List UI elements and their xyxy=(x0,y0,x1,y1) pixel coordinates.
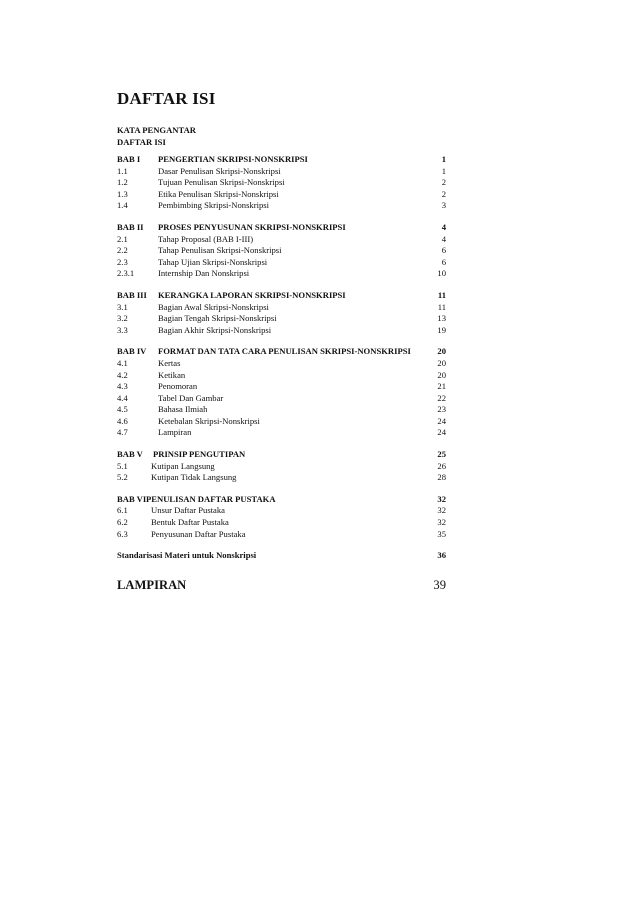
chapter-number: BAB I xyxy=(117,154,141,164)
entry-title: Pembimbing Skripsi-Nonskripsi xyxy=(158,200,270,211)
entry-title: Tahap Proposal (BAB I-III) xyxy=(158,233,254,244)
toc-entry xyxy=(117,325,446,337)
entry-title: Kutipan Langsung xyxy=(151,460,215,471)
entry-number: 2.2 xyxy=(117,245,128,256)
page-number: 20 xyxy=(437,369,446,380)
toc-entry xyxy=(117,268,446,280)
entry-title: Bagian Awal Skripsi-Nonskripsi xyxy=(158,301,269,312)
entry-title: Bagian Tengah Skripsi-Nonskripsi xyxy=(158,313,277,324)
entry-number: 3.1 xyxy=(117,301,128,312)
page-number: 13 xyxy=(437,313,446,324)
chapter-heading xyxy=(117,346,446,358)
toc-entry xyxy=(117,393,446,405)
page-number: 39 xyxy=(433,577,446,592)
page-number: 11 xyxy=(437,301,446,312)
chapter-section xyxy=(117,222,446,280)
chapter-title: PENGERTIAN SKRIPSI-NONSKRIPSI xyxy=(158,154,308,164)
page-number: 35 xyxy=(437,528,446,539)
page-number: 11 xyxy=(437,289,446,300)
entry-number: 6.1 xyxy=(117,505,128,516)
entry-title: Kertas xyxy=(158,357,181,368)
toc-entry xyxy=(117,313,446,325)
entry-title: Ketikan xyxy=(158,369,186,380)
page-number: 19 xyxy=(437,324,446,335)
entry-number: 3.2 xyxy=(117,313,128,324)
entry-title: Bentuk Daftar Pustaka xyxy=(151,517,229,528)
page-number: 4 xyxy=(441,221,446,232)
toc-entry xyxy=(117,245,446,257)
toc-entry xyxy=(117,427,446,439)
chapter-section xyxy=(117,290,446,336)
toc-entry xyxy=(117,529,446,541)
toc-entry xyxy=(117,257,446,269)
entry-number: 4.4 xyxy=(117,392,128,403)
toc-entry xyxy=(117,166,446,178)
front-matter-item: KATA PENGANTAR xyxy=(117,125,197,135)
toc-entry xyxy=(117,234,446,246)
chapter-title: FORMAT DAN TATA CARA PENULISAN SKRIPSI-NONSKRIPSI xyxy=(158,346,411,357)
entry-number: 1.1 xyxy=(117,165,128,176)
front-matter xyxy=(117,125,196,148)
page-number: 24 xyxy=(437,415,446,426)
page-number: 32 xyxy=(437,505,446,516)
chapter-section xyxy=(117,346,446,439)
entry-title: Kutipan Tidak Langsung xyxy=(151,472,237,483)
entry-title: Tahap Ujian Skripsi-Nonskripsi xyxy=(158,256,268,267)
page-number: 10 xyxy=(437,268,446,279)
chapter-heading xyxy=(117,290,446,302)
toc-entry xyxy=(117,189,446,201)
entry-number: 2.1 xyxy=(117,233,128,244)
table-of-contents xyxy=(117,154,446,593)
entry-number: 4.5 xyxy=(117,404,128,415)
page-number: 2 xyxy=(441,188,446,199)
entry-title: Internship Dan Nonskripsi xyxy=(158,268,250,279)
page-number: 6 xyxy=(441,245,446,256)
entry-title: Tahap Penulisan Skripsi-Nonskripsi xyxy=(158,245,282,256)
toc-entry xyxy=(117,302,446,314)
page-number: 24 xyxy=(437,427,446,438)
page-number: 20 xyxy=(437,346,446,357)
lampiran-entry xyxy=(117,577,446,593)
entry-title: Tujuan Penulisan Skripsi-Nonskripsi xyxy=(158,177,285,188)
page-number: 20 xyxy=(437,357,446,368)
entry-title: Penyusunan Daftar Pustaka xyxy=(151,528,246,539)
chapter-number: BAB V xyxy=(117,449,143,460)
entry-number: 1.4 xyxy=(117,200,128,211)
entry-title: Dasar Penulisan Skripsi-Nonskripsi xyxy=(158,165,281,176)
entry-title: Unsur Daftar Pustaka xyxy=(151,505,225,516)
standardisasi-title: Standarisasi Materi untuk Nonskripsi xyxy=(117,550,257,561)
chapter-number: BAB IV xyxy=(117,346,147,357)
page-number: 22 xyxy=(437,392,446,403)
toc-entry xyxy=(117,517,446,529)
chapter-title: PROSES PENYUSUNAN SKRIPSI-NONSKRIPSI xyxy=(158,221,346,232)
lampiran-title: LAMPIRAN xyxy=(117,577,187,592)
page-number: 32 xyxy=(437,493,446,504)
toc-entry xyxy=(117,200,446,212)
chapter-title: PRINSIP PENGUTIPAN xyxy=(153,449,246,460)
entry-number: 1.3 xyxy=(117,188,128,199)
page-title: DAFTAR ISI xyxy=(117,89,216,108)
page-number: 25 xyxy=(437,449,446,460)
chapter-heading xyxy=(117,222,446,234)
page-number: 21 xyxy=(437,381,446,392)
toc-entry xyxy=(117,416,446,428)
chapter-number: BAB II xyxy=(117,221,144,232)
toc-entry xyxy=(117,370,446,382)
page-number: 4 xyxy=(441,233,446,244)
entry-number: 6.2 xyxy=(117,517,128,528)
entry-title: Lampiran xyxy=(158,427,192,438)
toc-entry xyxy=(117,461,446,473)
entry-number: 2.3.1 xyxy=(117,268,135,279)
chapter-number: BAB III xyxy=(117,289,147,300)
page-number: 2 xyxy=(441,177,446,188)
front-matter-item: DAFTAR ISI xyxy=(117,136,166,147)
page-number: 3 xyxy=(441,200,446,211)
entry-number: 2.3 xyxy=(117,256,128,267)
page-number: 32 xyxy=(437,517,446,528)
page-number: 6 xyxy=(441,256,446,267)
chapter-number: BAB VI xyxy=(117,493,147,504)
chapter-heading xyxy=(117,154,446,166)
standardisasi-entry xyxy=(117,550,446,562)
chapter-heading xyxy=(117,449,446,461)
chapter-title: PENULISAN DAFTAR PUSTAKA xyxy=(146,493,276,504)
entry-number: 3.3 xyxy=(117,324,128,335)
entry-number: 4.3 xyxy=(117,381,128,392)
entry-number: 6.3 xyxy=(117,528,128,539)
chapter-section xyxy=(117,154,446,212)
page-number: 28 xyxy=(437,472,446,483)
entry-number: 5.2 xyxy=(117,472,128,483)
toc-entry xyxy=(117,358,446,370)
toc-entry xyxy=(117,177,446,189)
entry-title: Tabel Dan Gambar xyxy=(158,392,224,403)
entry-number: 1.2 xyxy=(117,177,128,188)
entry-number: 4.7 xyxy=(117,427,128,438)
entry-number: 5.1 xyxy=(117,460,128,471)
entry-number: 4.1 xyxy=(117,357,128,368)
page-number: 23 xyxy=(437,404,446,415)
toc-entry xyxy=(117,381,446,393)
page-number: 26 xyxy=(437,460,446,471)
page-number: 36 xyxy=(437,550,446,561)
entry-title: Penomoran xyxy=(158,381,198,392)
entry-title: Ketebalan Skripsi-Nonskripsi xyxy=(158,415,260,426)
chapter-section xyxy=(117,449,446,484)
toc-entry xyxy=(117,472,446,484)
entry-title: Etika Penulisan Skripsi-Nonskripsi xyxy=(158,188,279,199)
chapter-title: KERANGKA LAPORAN SKRIPSI-NONSKRIPSI xyxy=(158,289,346,300)
entry-title: Bahasa Ilmiah xyxy=(158,404,208,415)
entry-title: Bagian Akhir Skripsi-Nonskripsi xyxy=(158,324,272,335)
chapter-section xyxy=(117,494,446,540)
entry-number: 4.2 xyxy=(117,369,128,380)
entry-number: 4.6 xyxy=(117,415,128,426)
page-number: 1 xyxy=(441,165,446,176)
toc-entry xyxy=(117,404,446,416)
chapter-heading xyxy=(117,494,446,506)
toc-entry xyxy=(117,505,446,517)
page-number: 1 xyxy=(441,154,446,164)
